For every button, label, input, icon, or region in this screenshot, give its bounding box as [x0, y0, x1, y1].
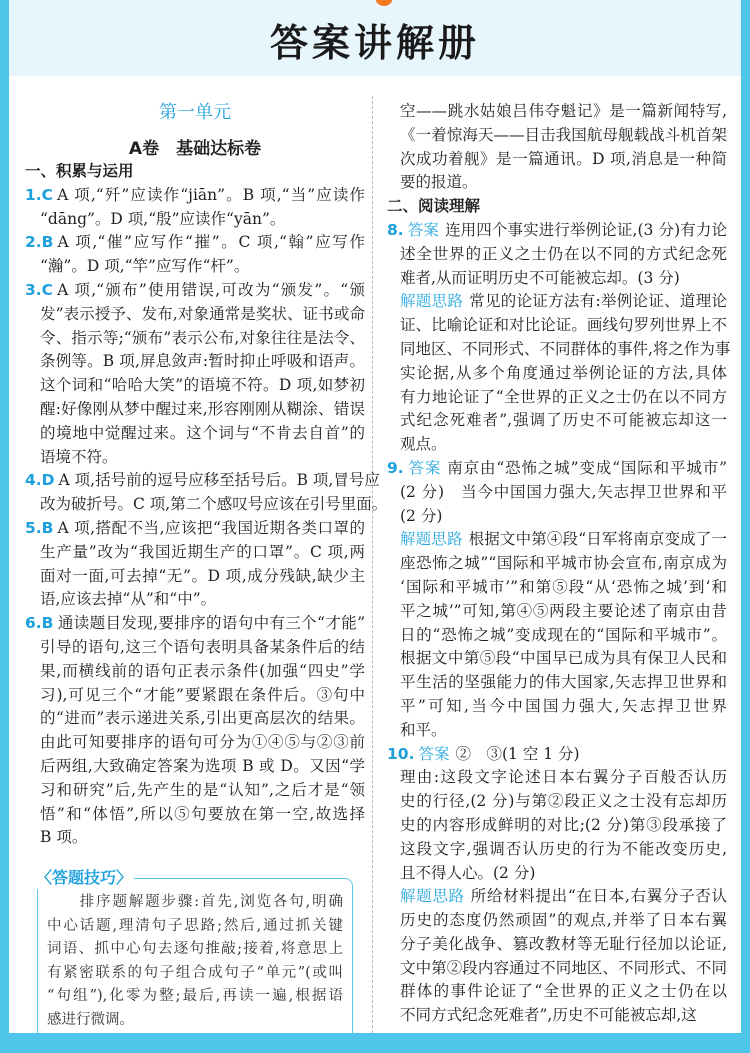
line-text: 果,而横线前的语句正表示条件(加强“四史”学: [40, 661, 365, 680]
line-text: 理由:这段文字论述日本右翼分子百般否认历: [400, 768, 727, 787]
answer-part: [387, 219, 727, 290]
text-line: [25, 422, 365, 446]
continued-text: [387, 100, 727, 195]
tip-box: [36, 868, 353, 1050]
line-text: 的“进而”表示递进关系,引出更高层次的结果。: [40, 709, 365, 728]
text-line: [25, 731, 365, 755]
line-text: 令、指示等;“颁布”表示公布,对象往往是法令、: [40, 328, 365, 347]
text-line: [387, 576, 727, 600]
line-text: 史的内容形成鲜明的对比;(2 分)第③段承接了: [400, 815, 727, 834]
answer-part: [387, 743, 727, 767]
text-line: [47, 1009, 343, 1033]
text-line: [387, 647, 727, 671]
text-line: [387, 552, 727, 576]
line-text: 条例等。B 项,屏息敛声:暂时抑止呼吸和语声。: [40, 352, 365, 371]
column-divider: [372, 96, 373, 1033]
text-line: [25, 208, 365, 232]
text-line: [387, 814, 727, 838]
text-line: [387, 267, 727, 291]
line-text: 南京由“恐怖之城”变成“国际和平城市”: [447, 458, 727, 477]
text-line: [387, 505, 727, 529]
line-text: 文中第②段内容通过不同地区、不同形式、不同: [400, 958, 727, 977]
line-text: 群体的事件论证了“全世界的正义之士仍在以: [400, 982, 727, 1001]
text-line: [387, 624, 727, 648]
text-line: [25, 707, 365, 731]
line-text: 空——跳水姑娘吕伟夺魁记》是一篇新闻特写,: [400, 102, 727, 120]
line-text: 感进行微调。: [47, 1011, 134, 1028]
section-heading: 一、积累与运用: [25, 162, 134, 180]
text-line: [47, 985, 343, 1009]
line-text: 平”可知,当今中国国力强大,矢志捍卫世界: [400, 696, 727, 715]
text-line: [25, 826, 365, 850]
text-line: [25, 612, 365, 636]
line-text: 习和研究”后,先产生的是“认知”,之后才是“领: [40, 780, 365, 799]
line-text: 分子美化战争、篡改教材等无耻行径加以论证,: [400, 934, 727, 953]
line-text: 由此可知要排序的语句可分为①④⑤与②③前: [40, 733, 365, 752]
line-text: 这个词和“哈哈大笑”的语境不符。D 项,如梦初: [40, 376, 365, 395]
text-line: [25, 565, 365, 589]
tip-content: [47, 891, 343, 1032]
text-line: [387, 862, 727, 886]
line-text: 排序题解题步骤:首先,浏览各句,明确: [47, 894, 343, 910]
answer-tag: 答案: [418, 744, 450, 763]
line-text: 同地区、不同形式、不同群体的事件,将之作为事: [400, 339, 731, 358]
text-line: [387, 290, 727, 314]
text-line: [25, 279, 365, 303]
line-text: 引导的语句,这三个语句表明具备某条件后的结: [40, 637, 365, 656]
text-line: [387, 219, 727, 243]
line-text: ‘国际和平城市’”和第⑤段“从‘恐怖之城’到‘和: [400, 577, 727, 596]
unit-title: 第一单元: [159, 102, 231, 123]
line-text: 习),可见三个“才能”要紧跟在条件后。③句中: [40, 685, 365, 704]
text-line: [387, 481, 727, 505]
line-text: 实论据,从多个角度通过举例论证的方法,具体: [400, 363, 727, 382]
question-number: 9.: [387, 458, 404, 477]
line-text: 生产量”改为“我国近期生产的口罩”。C 项,两: [40, 542, 365, 561]
text-line: [387, 957, 727, 981]
text-line: [25, 184, 365, 208]
paper-title: A卷 基础达标卷: [128, 139, 262, 159]
text-line: [387, 171, 727, 195]
text-line: [387, 362, 727, 386]
line-text: 有紧密联系的句子组合成句子“单元”(或叫: [47, 964, 343, 981]
text-line: [25, 660, 365, 684]
solution-tag: 解题思路: [400, 292, 464, 311]
line-text: 后两组,大致确定答案为选项 B 或 D。又因“学: [40, 756, 365, 775]
text-line: [387, 933, 727, 957]
text-line: [25, 446, 365, 470]
line-text: A 项,括号前的逗号应移至括号后。B 项,冒号应: [58, 471, 380, 490]
line-text: 日的“恐怖之城”变成现在的“国际和平城市”。: [400, 625, 727, 644]
line-text: 有力地论证了“全世界的正义之士仍在以不同方: [400, 387, 727, 406]
text-line: [25, 517, 365, 541]
line-text: 史的行径,(2 分)与第②段正义之士没有忘却历: [400, 792, 727, 811]
text-line: [47, 891, 343, 915]
answer-item: [25, 279, 365, 469]
question-number: 10.: [387, 744, 415, 763]
text-line: [387, 338, 731, 362]
text-line: [387, 100, 727, 124]
line-text: 发”表示授予、发布,对象通常是奖状、证书或命: [40, 304, 365, 323]
text-line: [387, 909, 727, 933]
page-header: [9, 0, 741, 76]
line-text: 平之城’”可知,第④⑤两段主要论述了南京由昔: [400, 601, 727, 620]
line-text: 座恐怖之城”“国际和平城市协会宣布,南京成为: [400, 554, 727, 573]
line-text: 所给材料提出“在日本,右翼分子否认: [470, 887, 727, 906]
answer-label: 3.C: [25, 280, 54, 299]
text-line: [387, 766, 727, 790]
text-line: [25, 255, 365, 279]
line-text: “dāng”。D 项,“殷”应读作“yān”。: [40, 209, 286, 228]
text-line: [25, 779, 365, 803]
solution-tag: 解题思路: [400, 887, 465, 906]
text-line: [387, 671, 727, 695]
text-line: [47, 962, 343, 986]
line-text: 的境地中觉醒过来。这个词与“不肯去自首”的: [40, 423, 365, 442]
text-line: [387, 148, 727, 172]
text-line: [25, 350, 365, 374]
text-line: [387, 433, 727, 457]
line-text: 证、比喻论证和对比论证。画线句罗列世界上不: [400, 316, 727, 335]
line-text: 难者,从而证明历史不可能被忘却。(3 分): [400, 268, 680, 287]
question-item: [387, 457, 727, 743]
line-text: 中心话题,理清句子思路;然后,通过抓关键: [47, 917, 343, 934]
answer-part: [387, 290, 731, 457]
text-line: [25, 541, 365, 565]
answer-item: [25, 612, 365, 850]
line-text: A 项,“歼”应读作“jiān”。B 项,“当”应读作: [57, 185, 365, 204]
answer-part: [387, 766, 727, 885]
line-text: 不同方式纪念死难者”,历史不可能被忘却,这: [400, 1006, 697, 1025]
text-line: [387, 457, 727, 481]
text-line: [387, 1004, 727, 1028]
text-line: [47, 938, 343, 962]
line-text: 历史的态度仍然顽固”的观点,并举了日本右翼: [400, 911, 727, 930]
text-line: [25, 398, 365, 422]
text-line: [47, 915, 343, 939]
line-text: ② ③(1 空 1 分): [455, 744, 580, 763]
line-text: A 项,“催”应写作“摧”。C 项,“翰”应写作: [57, 233, 365, 252]
line-text: 平生活的坚强能力的伟大国家,矢志捍卫世界和: [400, 673, 727, 692]
text-line: [387, 743, 727, 767]
line-text: (2 分): [400, 506, 443, 525]
line-text: 通读题目发现,要排序的语句中有三个“才能”: [57, 614, 365, 633]
answer-part: [387, 885, 727, 1028]
line-text: A 项,“颁布”使用错误,可改为“颁发”。“颁: [57, 280, 365, 299]
line-text: 根据文中第④段“日军将南京变成了一: [468, 530, 727, 549]
section-heading: 二、阅读理解: [387, 197, 481, 216]
right-column: [387, 100, 731, 1028]
line-text: 《一着惊海天——目击我国航母舰载战斗机首架: [400, 125, 727, 144]
text-line: [25, 684, 365, 708]
text-line: [387, 386, 727, 410]
line-text: “句组”),化零为整;最后,再读一遍,根据语: [47, 988, 343, 1004]
text-line: [25, 755, 365, 779]
line-text: “瀚”。D 项,“竿”应写作“杆”。: [40, 257, 250, 276]
line-text: B 项。: [40, 828, 88, 847]
answer-item: [25, 184, 365, 232]
page-border-bottom: [0, 1033, 750, 1053]
text-line: [25, 231, 365, 255]
text-line: [25, 469, 380, 493]
text-line: [387, 980, 727, 1004]
text-line: [387, 528, 727, 552]
answer-part: [387, 528, 727, 742]
line-text: 观点。: [400, 435, 447, 454]
question-item: [387, 219, 731, 457]
tip-title: 〈答题技巧〉: [36, 868, 133, 887]
line-text: 次成功着舰》是一篇通讯。D 项,消息是一种简: [400, 149, 727, 168]
answer-label: 2.B: [25, 233, 54, 252]
answer-item: [25, 517, 365, 612]
text-line: [387, 243, 727, 267]
line-text: 这段文字,强调否认历史的行为不能改变历史,: [400, 839, 727, 858]
line-text: 述全世界的正义之士仍在以不同的方式纪念死: [400, 244, 727, 263]
text-line: [387, 790, 727, 814]
answer-tag: 答案: [407, 220, 440, 239]
line-text: 词语、抓中心句去逐句推敲;接着,将意思上: [47, 941, 343, 957]
text-line: [387, 719, 727, 743]
answer-label: 6.B: [25, 614, 54, 633]
text-line: [25, 493, 388, 517]
text-line: [387, 838, 727, 862]
line-text: (2 分) 当今中国国力强大,矢志捍卫世界和平: [400, 482, 727, 501]
line-text: 改为破折号。C 项,第二个感叹号应该在引号里面。: [40, 495, 388, 514]
line-text: 和平。: [400, 720, 447, 739]
text-line: [25, 636, 365, 660]
text-line: [387, 314, 727, 338]
answer-label: 1.C: [25, 185, 54, 204]
answer-item: [25, 231, 365, 279]
text-line: [25, 303, 365, 327]
text-line: [25, 327, 365, 351]
line-text: 悟”和“体悟”,所以⑤句要放在第一空,故选择: [40, 804, 365, 823]
text-line: [387, 409, 727, 433]
answer-tag: 答案: [407, 458, 442, 477]
line-text: 要的报道。: [400, 173, 478, 192]
text-line: [387, 695, 727, 719]
answer-item: [25, 469, 388, 517]
line-text: 根据文中第⑤段“中国早已成为具有保卫人民和: [400, 649, 727, 668]
answer-label: 4.D: [25, 471, 55, 490]
orange-dot-decoration: [375, 0, 393, 6]
text-line: [387, 600, 727, 624]
text-line: [25, 588, 365, 612]
question-number: 8.: [387, 220, 404, 239]
page-border-left: [0, 0, 9, 1053]
page-title: 答案讲解册: [269, 21, 480, 65]
line-text: 常见的论证方法有:举例论证、道理论: [469, 292, 727, 311]
line-text: 且不得人心。(2 分): [400, 863, 536, 882]
line-text: 醒:好像刚从梦中醒过来,形容刚刚从糊涂、错误: [40, 399, 365, 418]
answer-label: 5.B: [25, 518, 54, 537]
line-text: 面对一面,可去掉“无”。D 项,成分残缺,缺少主: [40, 566, 365, 585]
line-text: 连用四个事实进行举例论证,(3 分)有力论: [445, 220, 727, 239]
line-text: 语,应该去掉“从”和“中”。: [40, 590, 217, 609]
line-text: 式纪念死难者”,强调了历史不可能被忘却这一: [400, 411, 727, 430]
text-line: [25, 374, 365, 398]
text-line: [387, 885, 727, 909]
line-text: A 项,搭配不当,应该把“我国近期各类口罩的: [57, 518, 365, 537]
answer-part: [387, 457, 727, 528]
left-column: [25, 160, 388, 850]
line-text: 语境不符。: [40, 447, 118, 466]
solution-tag: 解题思路: [400, 530, 463, 549]
text-line: [25, 803, 365, 827]
page-border-right: [741, 0, 750, 1053]
question-item: [387, 743, 727, 1029]
text-line: [387, 124, 727, 148]
